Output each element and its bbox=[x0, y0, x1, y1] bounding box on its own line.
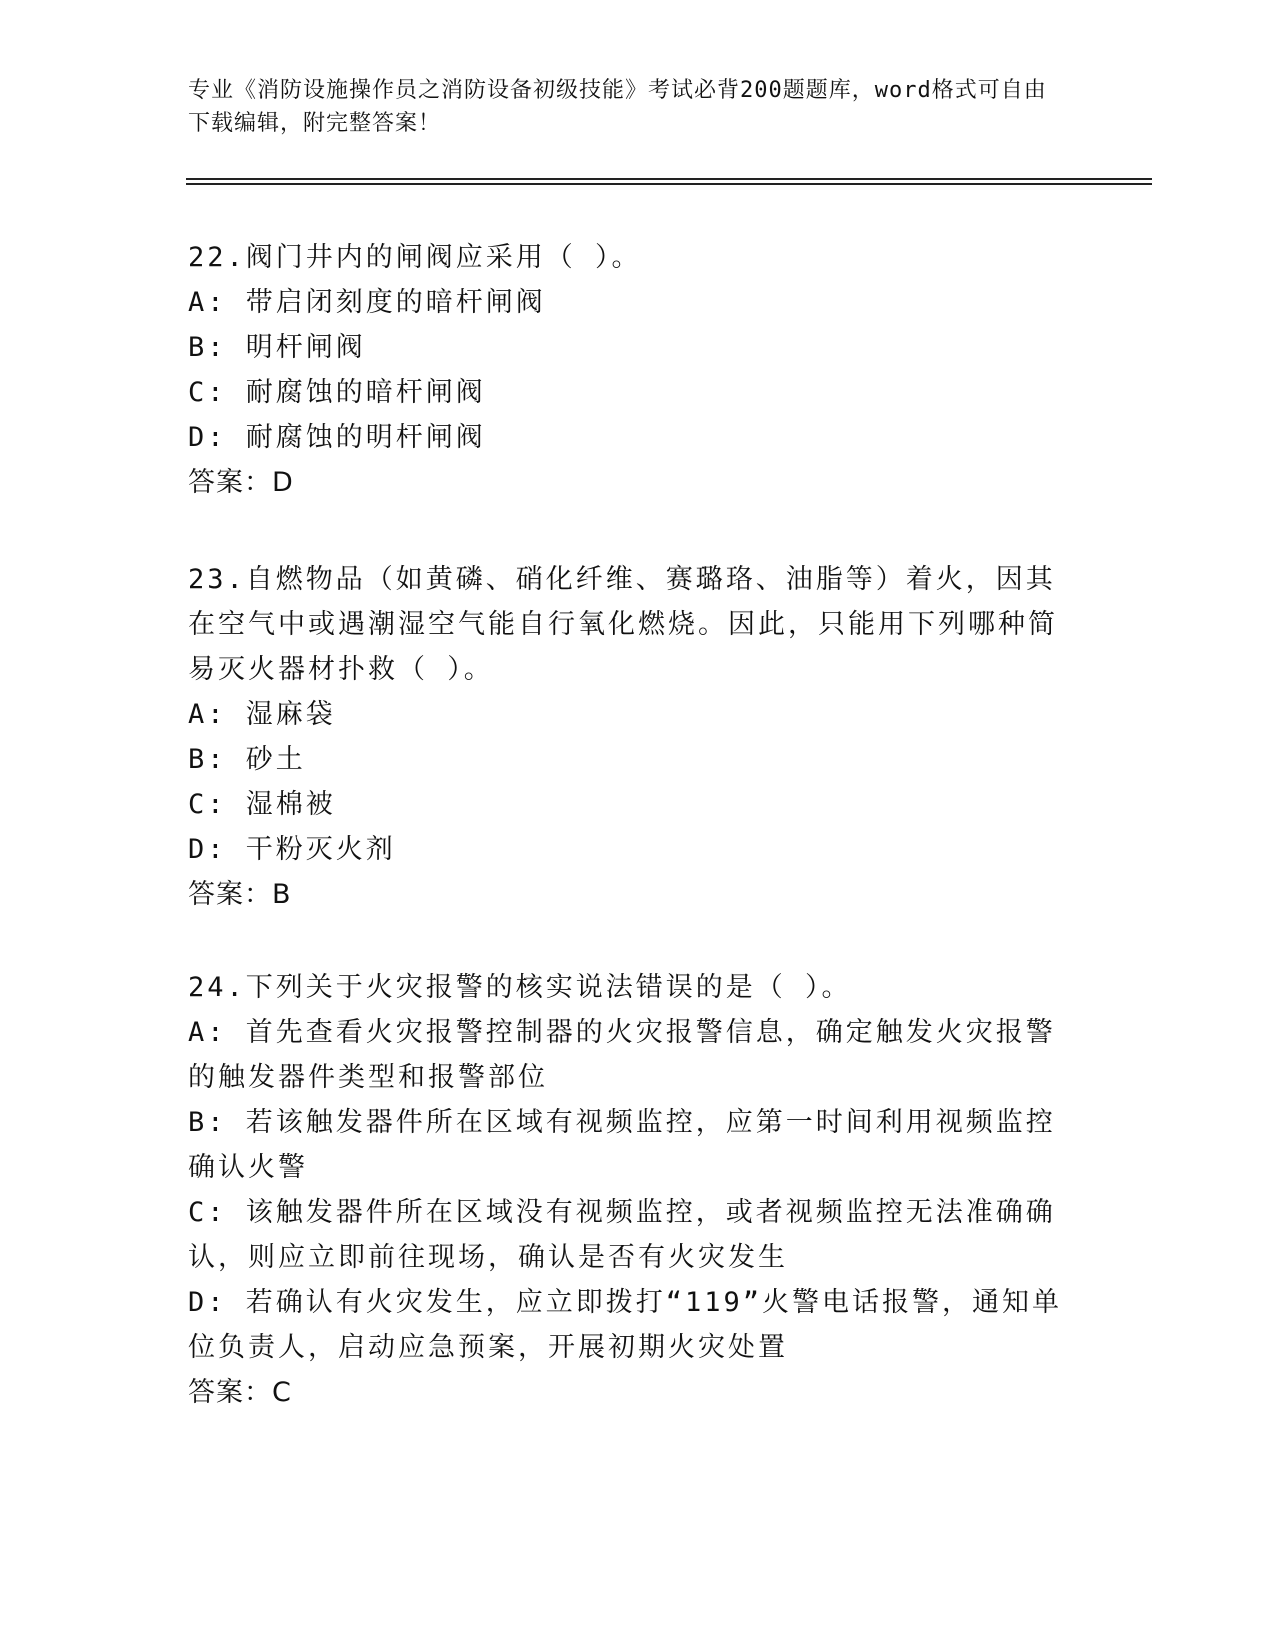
question-22 bbox=[188, 235, 1068, 505]
option-c: C: 该触发器件所在区域没有视频监控，或者视频监控无法准确确认，则应立即前往现场，确认是否有火灾发生 bbox=[188, 1197, 1056, 1273]
option-a: A: 湿麻袋 bbox=[188, 699, 336, 730]
option-d: D: 若确认有火灾发生，应立即拨打“119”火警电话报警，通知单位负责人，启动应急预案，开展初期火灾处置 bbox=[188, 1287, 1063, 1363]
question-23 bbox=[188, 557, 1068, 917]
option-b: B: 若该触发器件所在区域有视频监控，应第一时间利用视频监控确认火警 bbox=[188, 1107, 1056, 1183]
question-24 bbox=[188, 965, 1068, 1415]
option-a: A: 带启闭刻度的暗杆闸阀 bbox=[188, 287, 546, 318]
answer: 答案：C bbox=[188, 1377, 292, 1408]
answer: 答案：D bbox=[188, 467, 294, 498]
question-stem: 23.自燃物品（如黄磷、硝化纤维、赛璐珞、油脂等）着火，因其在空气中或遇潮湿空气能自行氧化燃烧。因此，只能用下列哪种简易灭火器材扑救（ ）。 bbox=[188, 564, 1058, 685]
question-stem: 22.阀门井内的闸阀应采用（ ）。 bbox=[188, 242, 642, 273]
option-b: B: 明杆闸阀 bbox=[188, 332, 366, 363]
option-a: A: 首先查看火灾报警控制器的火灾报警信息，确定触发火灾报警的触发器件类型和报警部位 bbox=[188, 1017, 1056, 1093]
option-d: D: 耐腐蚀的明杆闸阀 bbox=[188, 422, 486, 453]
option-b: B: 砂土 bbox=[188, 744, 306, 775]
option-c: C: 湿棉被 bbox=[188, 789, 336, 820]
header-divider-bottom bbox=[186, 183, 1152, 185]
header-divider-top bbox=[186, 178, 1152, 180]
question-stem: 24.下列关于火灾报警的核实说法错误的是（ ）。 bbox=[188, 972, 852, 1003]
document-header bbox=[188, 74, 1068, 140]
header-title: 专业《消防设施操作员之消防设备初级技能》考试必背200题题库，word格式可自由下载编辑，附完整答案！ bbox=[188, 78, 1047, 136]
option-d: D: 干粉灭火剂 bbox=[188, 834, 396, 865]
answer: 答案：B bbox=[188, 879, 292, 910]
option-c: C: 耐腐蚀的暗杆闸阀 bbox=[188, 377, 486, 408]
